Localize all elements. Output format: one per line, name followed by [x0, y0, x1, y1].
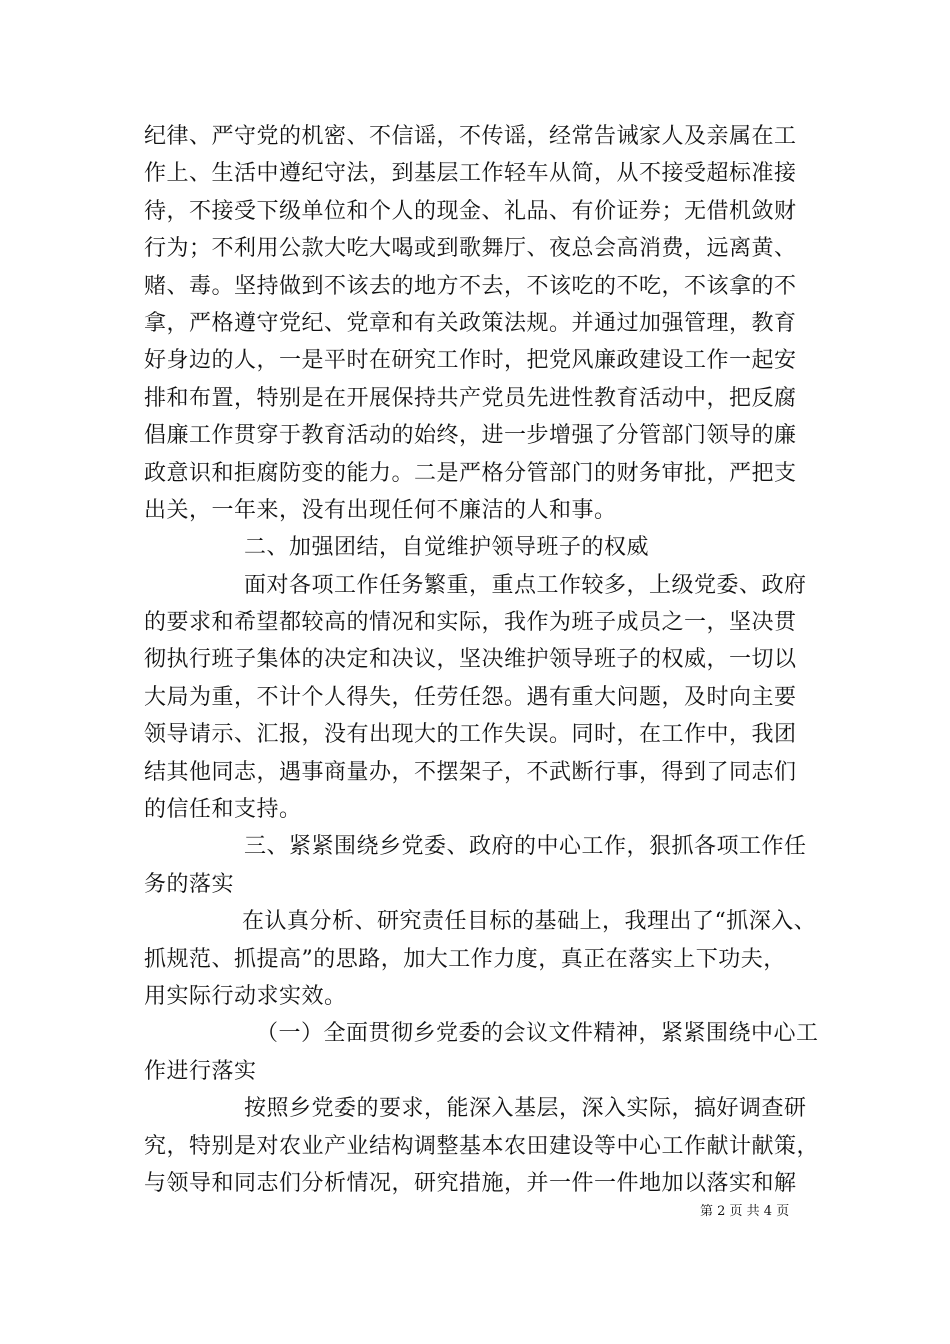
text-line: 抓规范、抓提高”的思路，加大工作力度，真正在落实上下功夫， — [144, 946, 786, 972]
text-line: 待，不接受下级单位和个人的现金、礼品、有价证券；无借机敛财 — [144, 198, 797, 224]
text-line: 彻执行班子集体的决定和决议，坚决维护领导班子的权威，一切以 — [144, 647, 797, 673]
text-line: 政意识和拒腐防变的能力。二是严格分管部门的财务审批，严把支 — [144, 460, 797, 486]
subsection-heading-1-cont: 作进行落实 — [144, 1058, 257, 1084]
text-line: 的信任和支持。 — [144, 797, 302, 823]
text-line: 出关，一年来，没有出现任何不廉洁的人和事。 — [144, 497, 617, 523]
text-line: 结其他同志，遇事商量办，不摆架子，不武断行事，得到了同志们 — [144, 759, 797, 785]
section-heading-3: 三、紧紧围绕乡党委、政府的中心工作，狠抓各项工作任 — [244, 834, 807, 860]
paragraph-start: 面对各项工作任务繁重，重点工作较多，上级党委、政府 — [244, 572, 807, 598]
text-line: 纪律、严守党的机密、不信谣，不传谣，经常告诫家人及亲属在工 — [144, 124, 797, 149]
text-line: 究，特别是对农业产业结构调整基本农田建设等中心工作献计献策， — [144, 1133, 820, 1159]
text-line: 的要求和希望都较高的情况和实际，我作为班子成员之一，坚决贯 — [144, 610, 797, 636]
section-heading-3-cont: 务的落实 — [144, 871, 235, 897]
text-line: 领导请示、汇报，没有出现大的工作失误。同时，在工作中，我团 — [144, 722, 797, 748]
text-line: 用实际行动求实效。 — [144, 983, 347, 1009]
section-heading-2: 二、加强团结，自觉维护领导班子的权威 — [244, 535, 650, 561]
document-body — [144, 118, 820, 1202]
text-line: 好身边的人，一是平时在研究工作时，把党风廉政建设工作一起安 — [144, 348, 797, 374]
text-line: 排和布置，特别是在开展保持共产党员先进性教育活动中，把反腐 — [144, 385, 797, 411]
text-line: 与领导和同志们分析情况，研究措施，并一件一件地加以落实和解 — [144, 1170, 797, 1196]
text-line: 倡廉工作贯穿于教育活动的始终，进一步增强了分管部门领导的廉 — [144, 423, 797, 449]
text-line: 作上、生活中遵纪守法，到基层工作轻车从简，从不接受超标准接 — [144, 161, 797, 187]
text-line: 行为；不利用公款大吃大喝或到歌舞厅、夜总会高消费，远离黄、 — [144, 236, 797, 262]
text-line: 大局为重，不计个人得失，任劳任怨。遇有重大问题，及时向主要 — [144, 684, 797, 710]
subsection-heading-1: （一）全面贯彻乡党委的会议文件精神，紧紧围绕中心工 — [256, 1021, 819, 1047]
text-line: 拿，严格遵守党纪、党章和有关政策法规。并通过加强管理，教育 — [144, 310, 797, 336]
paragraph-start: 按照乡党委的要求，能深入基层，深入实际，搞好调查研 — [244, 1096, 807, 1122]
page-number-footer: 第 2 页 共 4 页 — [700, 1204, 790, 1219]
paragraph-start: 在认真分析、研究责任目标的基础上，我理出了“抓深入、 — [242, 909, 817, 935]
text-line: 赌、毒。坚持做到不该去的地方不去，不该吃的不吃，不该拿的不 — [144, 273, 797, 299]
